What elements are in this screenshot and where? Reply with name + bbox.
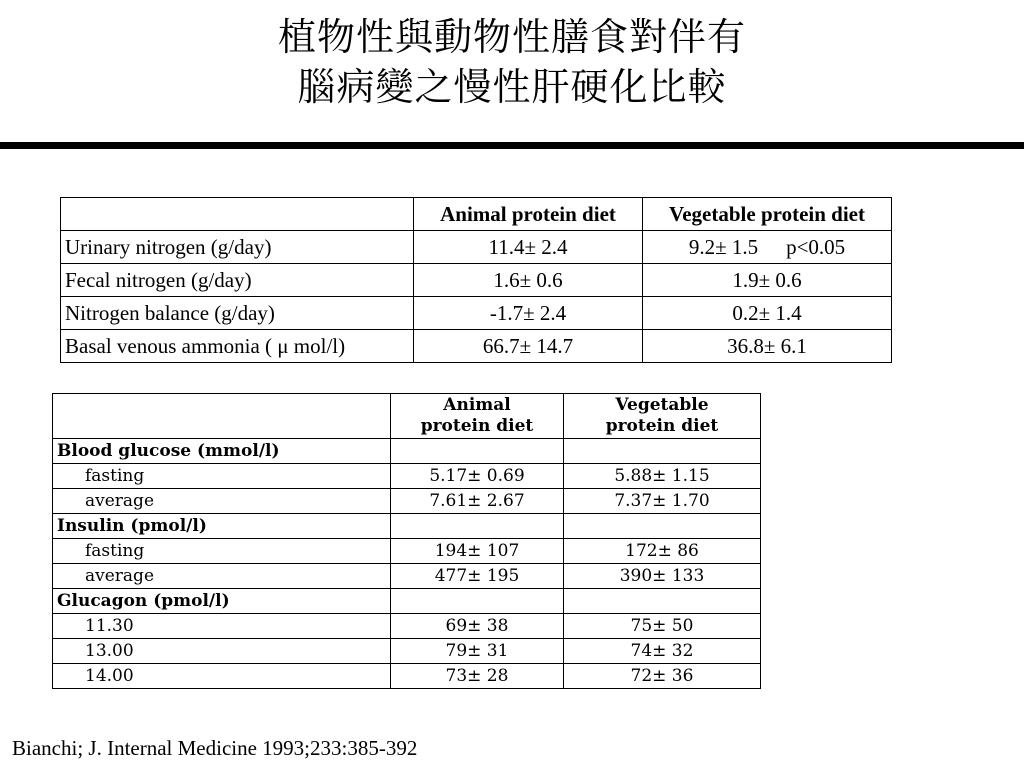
vegetable-value: 7.37± 1.70 xyxy=(564,489,761,514)
group-row xyxy=(53,439,761,464)
significance-note: p<0.05 xyxy=(786,234,846,259)
row-label: 13.00 xyxy=(53,639,391,664)
table-row xyxy=(61,231,892,264)
table-row xyxy=(53,564,761,589)
vegetable-value: 390± 133 xyxy=(564,564,761,589)
vegetable-value: 9.2± 1.5 xyxy=(688,234,759,259)
animal-value: 79± 31 xyxy=(391,639,564,664)
header-cell: Vegetable protein diet xyxy=(643,198,892,231)
row-label: average xyxy=(53,489,391,514)
citation: Bianchi; J. Internal Medicine 1993;233:385-392 xyxy=(12,736,418,760)
row-label: Fecal nitrogen (g/day) xyxy=(61,264,414,297)
row-label: Urinary nitrogen (g/day) xyxy=(61,231,414,264)
empty-cell xyxy=(391,589,564,614)
vegetable-value-cell xyxy=(643,231,892,264)
header-cell: Animal protein diet xyxy=(414,198,643,231)
table-row xyxy=(53,664,761,689)
header-line: Vegetable xyxy=(615,395,709,415)
group-row xyxy=(53,514,761,539)
animal-value: 477± 195 xyxy=(391,564,564,589)
group-label: Insulin (pmol/l) xyxy=(53,514,391,539)
slide-title xyxy=(0,12,1024,112)
table-header-row xyxy=(53,394,761,439)
row-label: 11.30 xyxy=(53,614,391,639)
header-cell xyxy=(53,394,391,439)
nitrogen-table xyxy=(60,197,892,363)
table-row xyxy=(53,464,761,489)
header-cell xyxy=(391,394,564,439)
vegetable-value: 36.8± 6.1 xyxy=(643,330,892,363)
row-label: 14.00 xyxy=(53,664,391,689)
glucose-insulin-table xyxy=(52,393,761,689)
row-label: average xyxy=(53,564,391,589)
table-row xyxy=(53,539,761,564)
header-line: protein diet xyxy=(605,416,719,436)
row-label: Basal venous ammonia ( μ mol/l) xyxy=(61,330,414,363)
table-row xyxy=(61,330,892,363)
group-label: Glucagon (pmol/l) xyxy=(53,589,391,614)
table-row xyxy=(61,297,892,330)
animal-value: -1.7± 2.4 xyxy=(414,297,643,330)
table-row xyxy=(53,614,761,639)
table-row xyxy=(61,264,892,297)
row-label: fasting xyxy=(53,539,391,564)
animal-value: 11.4± 2.4 xyxy=(414,231,643,264)
vegetable-value: 72± 36 xyxy=(564,664,761,689)
vegetable-value: 1.9± 0.6 xyxy=(643,264,892,297)
header-line: Animal xyxy=(443,395,511,415)
empty-cell xyxy=(564,439,761,464)
table-row xyxy=(53,639,761,664)
header-line: protein diet xyxy=(420,416,534,436)
empty-cell xyxy=(391,514,564,539)
title-line-2: 腦病變之慢性肝硬化比較 xyxy=(297,65,727,109)
vegetable-value: 74± 32 xyxy=(564,639,761,664)
empty-cell xyxy=(391,439,564,464)
animal-value: 69± 38 xyxy=(391,614,564,639)
row-label: fasting xyxy=(53,464,391,489)
vegetable-value: 5.88± 1.15 xyxy=(564,464,761,489)
vegetable-value: 172± 86 xyxy=(564,539,761,564)
header-cell xyxy=(61,198,414,231)
animal-value: 73± 28 xyxy=(391,664,564,689)
title-line-1: 植物性與動物性膳食對伴有 xyxy=(277,15,746,59)
table-header-row xyxy=(61,198,892,231)
animal-value: 7.61± 2.67 xyxy=(391,489,564,514)
group-label: Blood glucose (mmol/l) xyxy=(53,439,391,464)
animal-value: 66.7± 14.7 xyxy=(414,330,643,363)
group-row xyxy=(53,589,761,614)
empty-cell xyxy=(564,514,761,539)
animal-value: 1.6± 0.6 xyxy=(414,264,643,297)
empty-cell xyxy=(564,589,761,614)
vegetable-value: 0.2± 1.4 xyxy=(643,297,892,330)
title-divider xyxy=(0,142,1024,149)
table-row xyxy=(53,489,761,514)
row-label: Nitrogen balance (g/day) xyxy=(61,297,414,330)
animal-value: 194± 107 xyxy=(391,539,564,564)
header-cell xyxy=(564,394,761,439)
vegetable-value: 75± 50 xyxy=(564,614,761,639)
animal-value: 5.17± 0.69 xyxy=(391,464,564,489)
